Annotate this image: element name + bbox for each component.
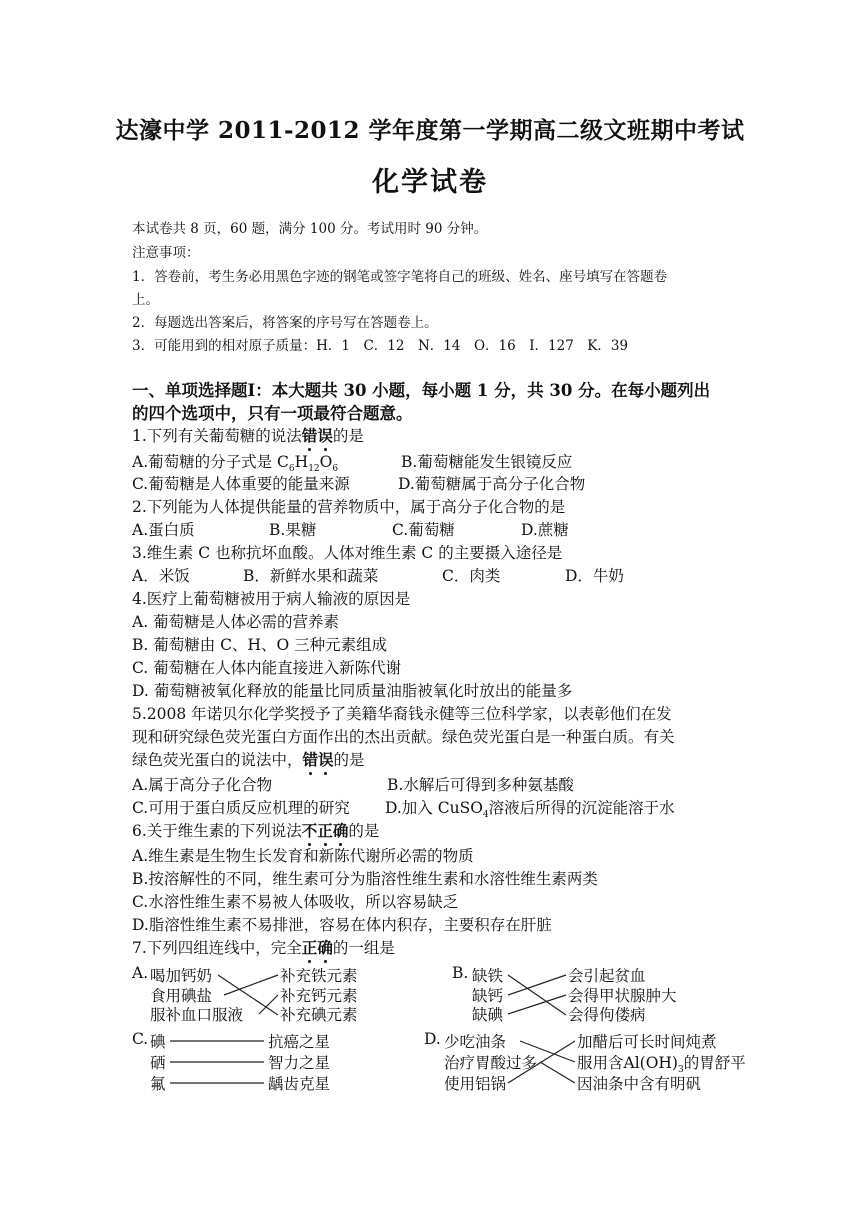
q4-option-c: C. 葡萄糖在人体内能直接进入新陈代谢: [132, 659, 402, 677]
q5-option-c: C.可用于蛋白质反应机理的研究: [132, 799, 350, 817]
q2-option-c: C.葡萄糖: [392, 521, 455, 539]
emphasis-char: 误: [318, 750, 334, 769]
q4-option-b: B. 葡萄糖由 C、H、O 三种元素组成: [132, 636, 388, 654]
diagram-d-right-3: 因油条中含有明矾: [577, 1075, 702, 1093]
q5-stem-line3: 绿色荧光蛋白的说法中，错误的是: [132, 750, 365, 769]
q3-option-d: D．牛奶: [565, 567, 624, 585]
q4-option-a: A. 葡萄糖是人体必需的营养素: [132, 613, 340, 631]
diagram-c-right-3: 龋齿克星: [268, 1075, 331, 1093]
diagram-c-right-2: 智力之星: [268, 1054, 331, 1072]
q1-option-c: C.葡萄糖是人体重要的能量来源: [132, 475, 350, 493]
connector-line: [540, 1062, 575, 1083]
diagram-a-left-2: 食用碘盐: [150, 987, 213, 1005]
diagram-d-left-1: 少吃油条: [444, 1033, 507, 1051]
q1-option-d: D.葡萄糖属于高分子化合物: [398, 475, 586, 493]
diagram-b-right-2: 会得甲状腺肿大: [568, 987, 677, 1005]
q5-option-a: A.属于高分子化合物: [132, 776, 273, 794]
q1-option-a: A.葡萄糖的分子式是 $C_6H_{12}O_6$: [132, 453, 339, 475]
q5-stem-line1: 5.2008 年诺贝尔化学奖授予了美籍华裔钱永健等三位科学家，以表彰他们在发: [132, 705, 672, 723]
emphasis-char: 错: [301, 426, 318, 445]
q5-option-b: B.水解后可得到多种氨基酸: [387, 776, 574, 794]
diagram-a-left-3: 服补血口服液: [150, 1006, 244, 1024]
diagram-b-left-3: 缺碘: [472, 1006, 504, 1024]
diagram-d-left-2: 治疗胃酸过多: [444, 1054, 538, 1072]
notes-intro: 本试卷共 8 页，60 题，满分 100 分。考试用时 90 分钟。: [132, 221, 488, 237]
q4-stem: 4.医疗上葡萄糖被用于病人输液的原因是: [132, 590, 411, 608]
diagram-d-label: D.: [424, 1030, 441, 1048]
q4-option-d: D. 葡萄糖被氧化释放的能量比同质量油脂被氧化时放出的能量多: [132, 682, 573, 700]
emphasis-char: 正: [301, 938, 318, 957]
section-heading-1: 一、单项选择题Ⅰ：本大题共 30 小题，每小题 1 分，共 30 分。在每小题列出: [132, 381, 711, 400]
diagram-b-label: B.: [452, 964, 469, 982]
diagram-a-right-3: 补充碘元素: [280, 1006, 358, 1024]
diagram-b-right-1: 会引起贫血: [568, 967, 646, 985]
note-1a: 1．答卷前，考生务必用黑色字迹的钢笔或签字笔将自己的班级、姓名、座号填写在答题卷: [132, 269, 668, 285]
emphasis-char: 不: [301, 821, 318, 840]
note-1b: 上。: [132, 292, 159, 308]
q3-option-b: B．新鲜水果和蔬菜: [243, 567, 379, 585]
q3-option-a: A．米饭: [132, 567, 190, 585]
q1-option-b: B.葡萄糖能发生银镜反应: [401, 453, 573, 471]
q6-option-c: C.水溶性维生素不易被人体吸收，所以容易缺乏: [132, 893, 459, 911]
diagram-a-left-1: 喝加钙奶: [150, 967, 213, 985]
emphasis-char: 确: [332, 821, 349, 840]
emphasis-char: 确: [317, 938, 333, 957]
emphasis-char: 错: [302, 750, 319, 769]
note-3: 3．可能用到的相对原子质量：H．1 C．12 N．14 O．16 I．127 K．39: [132, 338, 629, 354]
q2-option-a: A.蛋白质: [132, 521, 195, 539]
diagram-a-right-1: 补充铁元素: [280, 967, 358, 985]
q1-stem: 1.下列有关葡萄糖的说法错误的是: [132, 426, 364, 445]
diagram-d-right-2: 服用含$Al(OH)_3$的胃舒平: [577, 1054, 746, 1076]
section-heading-2: 的四个选项中，只有一项最符合题意。: [132, 404, 413, 423]
q2-option-b: B.果糖: [269, 521, 317, 539]
diagram-a-right-2: 补充钙元素: [280, 987, 358, 1005]
q3-option-c: C．肉类: [442, 567, 501, 585]
q7-stem: 7.下列四组连线中，完全正确的一组是: [132, 938, 395, 957]
q3-stem: 3.维生素 C 也称抗坏血酸。人体对维生素 C 的主要摄入途径是: [132, 544, 563, 562]
q6-stem: 6.关于维生素的下列说法不正确的是: [132, 821, 380, 840]
connector-line: [508, 975, 566, 1015]
diagram-a-label: A.: [132, 964, 149, 982]
diagram-c-left-1: 碘: [150, 1033, 166, 1051]
connector-line: [218, 975, 278, 1015]
diagram-c-left-3: 氟: [150, 1075, 166, 1093]
connector-line: [508, 975, 566, 995]
q6-option-d: D.脂溶性维生素不易排泄，容易在体内积存，主要积存在肝脏: [132, 916, 552, 934]
exam-title: 达濠中学 2011-2012 学年度第一学期高二级文班期中考试: [115, 117, 745, 144]
diagram-d-right-1: 加醋后可长时间炖煮: [577, 1033, 717, 1051]
diagram-b-left-2: 缺钙: [472, 987, 504, 1005]
q6-option-b: B.按溶解性的不同，维生素可分为脂溶性维生素和水溶性维生素两类: [132, 870, 598, 888]
q2-option-d: D.蔗糖: [521, 521, 569, 539]
diagram-b-left-1: 缺铁: [472, 967, 504, 985]
q5-option-d: D.加入 CuSO$_4$溶液后所得的沉淀能溶于水: [385, 799, 675, 821]
q5-stem-line2: 现和研究绿色荧光蛋白方面作出的杰出贡献。绿色荧光蛋白是一种蛋白质。有关: [132, 728, 675, 746]
note-2: 2．每题选出答案后，将答案的序号写在答题卷上。: [132, 315, 438, 331]
diagram-c-right-1: 抗癌之星: [268, 1033, 331, 1051]
q6-option-a: A.维生素是生物生长发育和新陈代谢所必需的物质: [132, 847, 474, 865]
diagram-d-left-3: 使用铝锅: [444, 1075, 507, 1093]
diagram-c-left-2: 硒: [150, 1054, 166, 1072]
q2-stem: 2.下列能为人体提供能量的营养物质中，属于高分子化合物的是: [132, 498, 566, 516]
connector-line: [508, 995, 566, 1014]
emphasis-char: 正: [317, 821, 333, 840]
diagram-c-label: C.: [132, 1030, 149, 1048]
exam-subtitle: 化学试卷: [372, 167, 488, 198]
diagram-b-right-3: 会得佝偻病: [568, 1006, 646, 1024]
notes-label: 注意事项：: [132, 245, 200, 261]
emphasis-char: 误: [317, 426, 333, 445]
